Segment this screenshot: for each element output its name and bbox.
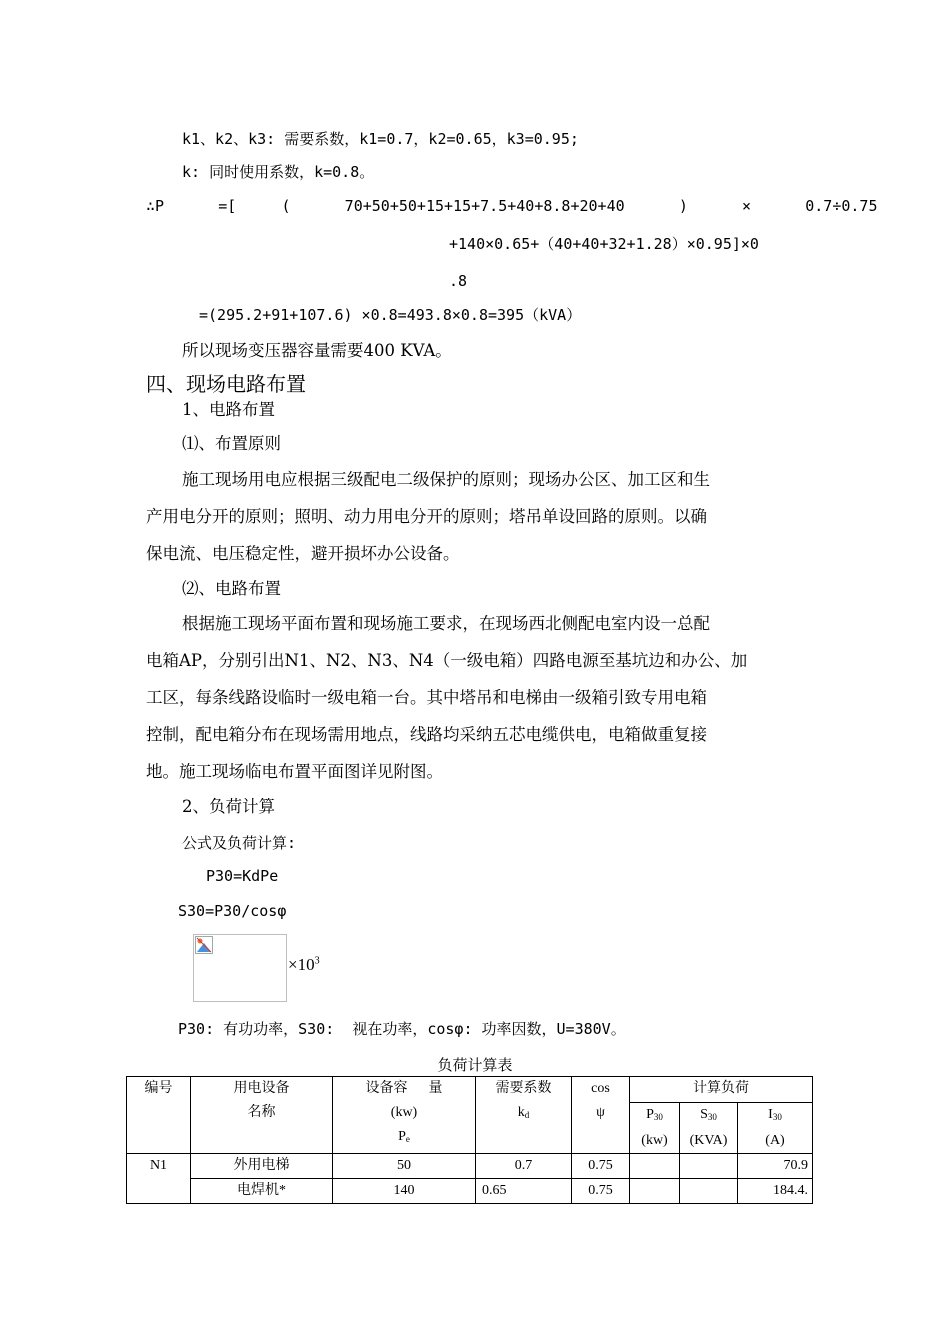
formula-intro: 公式及负荷计算: <box>182 834 297 852</box>
load-calc-heading: 2、负荷计算 <box>182 797 275 816</box>
header-demand-coefficient: 需要系数 $k_d$ <box>476 1077 572 1154</box>
paragraph-line: 工区，每条线路设临时一级电箱一台。其中塔吊和电梯由一级箱引致专用电箱 <box>146 688 707 707</box>
header-s30: $S_{30}$ (KVA) <box>680 1103 738 1154</box>
cell-capacity: 50 <box>333 1154 476 1179</box>
cell-p30 <box>630 1179 680 1204</box>
load-calculation-table <box>126 1076 813 1204</box>
subsection-heading: 1、电路布置 <box>182 400 275 419</box>
cell-capacity: 140 <box>333 1179 476 1204</box>
cell-cos: 0.75 <box>572 1179 630 1204</box>
table-row <box>127 1154 813 1179</box>
power-formula-line-1: ∴P =[ ( 70+50+50+15+15+7.5+40+8.8+20+40 ) × 0.7÷0.75 <box>146 197 878 215</box>
paragraph-line: 产用电分开的原则；照明、动力用电分开的原则；塔吊单设回路的原则。以确 <box>146 507 707 526</box>
cell-number: N1 <box>127 1154 191 1204</box>
formula-p30: P30=KdPe <box>206 867 279 885</box>
formula-legend: P30: 有功功率，S30: 视在功率，cosφ: 功率因数，U=380V。 <box>178 1020 626 1038</box>
formula-s30: S30=P30/cosφ <box>178 902 287 920</box>
table-header-row <box>127 1077 813 1103</box>
cell-device: 外用电梯 <box>191 1154 333 1179</box>
header-calc-load: 计算负荷 <box>630 1077 813 1103</box>
cell-i30: 184.4. <box>738 1179 813 1204</box>
subheading-principles: ⑴、布置原则 <box>182 434 281 453</box>
paragraph-line: 控制，配电箱分布在现场需用地点，线路均采纳五芯电缆供电，电箱做重复接 <box>146 725 707 744</box>
header-i30: $I_{30}$ (A) <box>738 1103 813 1154</box>
table-row <box>127 1179 813 1204</box>
cell-s30 <box>680 1179 738 1204</box>
times-ten-power: $\times 10^3$ <box>288 955 320 974</box>
header-number: 编号 <box>127 1077 191 1154</box>
header-p30: $P_{30}$ (kw) <box>630 1103 680 1154</box>
cell-i30: 70.9 <box>738 1154 813 1179</box>
section-heading: 四、现场电路布置 <box>146 372 306 396</box>
cell-cos: 0.75 <box>572 1154 630 1179</box>
header-power-factor: cos ψ <box>572 1077 630 1154</box>
power-formula-line-2: +140×0.65+（40+40+32+1.28）×0.95]×0 <box>449 235 759 253</box>
transformer-capacity: 所以现场变压器容量需要400 KVA。 <box>182 341 452 360</box>
header-device: 用电设备 名称 <box>191 1077 333 1154</box>
cell-demand: 0.7 <box>476 1154 572 1179</box>
broken-image-icon <box>195 936 213 954</box>
cell-p30 <box>630 1154 680 1179</box>
table-title: 负荷计算表 <box>437 1056 513 1074</box>
simultaneity-coefficient: k: 同时使用系数，k=0.8。 <box>182 163 375 181</box>
power-result: =(295.2+91+107.6) ×0.8=493.8×0.8=395（kVA） <box>199 306 582 324</box>
power-formula-line-3: .8 <box>449 272 468 290</box>
coefficient-definition: k1、k2、k3: 需要系数，k1=0.7，k2=0.65，k3=0.95; <box>182 130 579 148</box>
paragraph-line: 电箱AP，分别引出N1、N2、N3、N4（一级电箱）四路电源至基坑边和办公、加 <box>146 651 748 670</box>
paragraph-line: 保电流、电压稳定性，避开损坏办公设备。 <box>146 544 460 563</box>
paragraph-line: 地。施工现场临电布置平面图详见附图。 <box>146 762 443 781</box>
paragraph-line: 根据施工现场平面布置和现场施工要求，在现场西北侧配电室内设一总配 <box>182 614 710 633</box>
cell-demand: 0.65 <box>476 1179 572 1204</box>
paragraph-line: 施工现场用电应根据三级配电二级保护的原则；现场办公区、加工区和生 <box>182 470 710 489</box>
cell-device: 电焊机* <box>191 1179 333 1204</box>
cell-s30 <box>680 1154 738 1179</box>
subheading-layout: ⑵、电路布置 <box>182 579 281 598</box>
header-capacity: 设备容 量 (kw) $P_e$ <box>333 1077 476 1154</box>
